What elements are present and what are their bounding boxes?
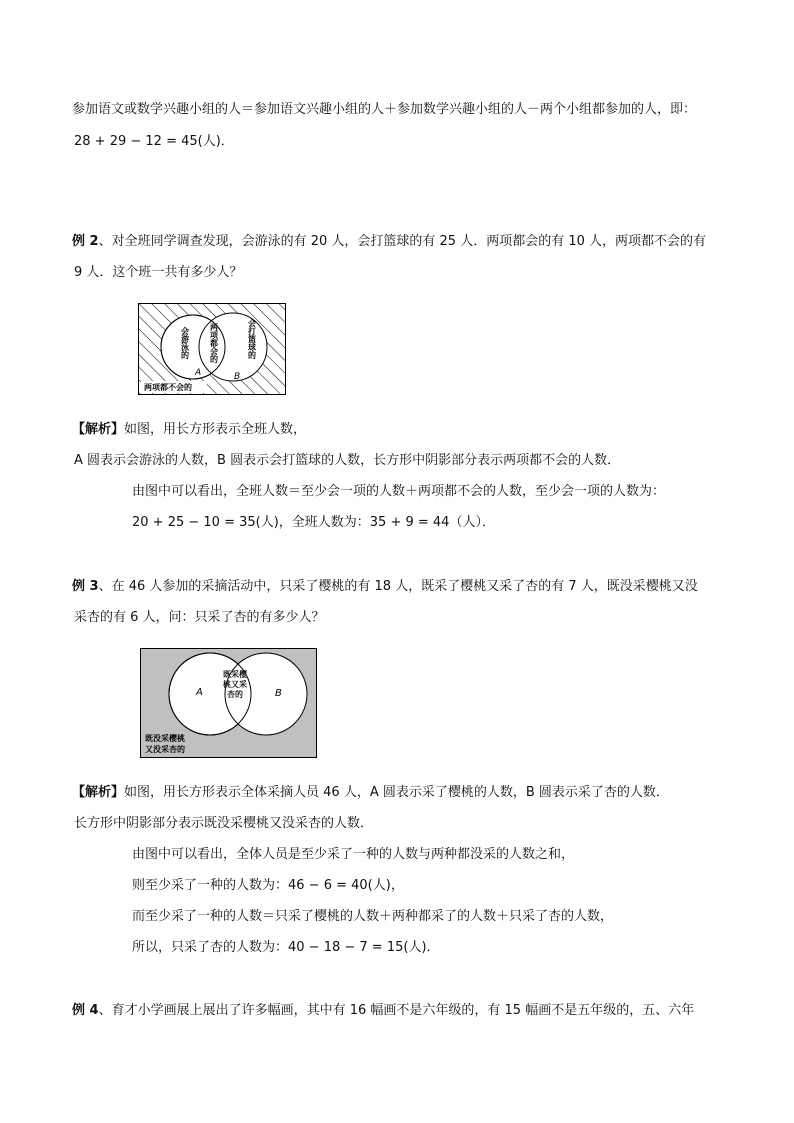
example-4-question-text: 、育才小学画展上展出了许多幅画，其中有 16 幅画不是六年级的，有 15 幅画不是五年级的，五、六年 [98, 1003, 695, 1018]
example-2-solution-tag: 【解析】 [72, 422, 125, 437]
example-2-venn-diagram [138, 303, 286, 395]
circle-b-letter: B [275, 688, 282, 699]
neither-label-line-2: 又没采杏的 [145, 745, 185, 754]
example-2-solution-text-1: 如图，用长方形表示全班人数， [124, 422, 307, 437]
example-2-solution-line-3: 由图中可以看出，全班人数＝至少会一项的人数＋两项都不会的人数，至少会一项的人数为： [132, 484, 666, 499]
example-3-solution-line-6: 所以，只采了杏的人数为：40 − 18 − 7 = 15(人)． [132, 940, 440, 955]
example-3-solution-line-2: 长方形中阴影部分表示既没采樱桃又没采杏的人数． [74, 816, 374, 831]
example-3-solution-line-3: 由图中可以看出，全体人员是至少采了一种的人数与两种都没采的人数之和， [132, 847, 575, 862]
neither-label: 两项都不会的 [144, 383, 192, 392]
intro-line-1: 参加语文或数学兴趣小组的人＝参加语文兴趣小组的人＋参加数学兴趣小组的人－两个小组都参加的人，即： [72, 102, 697, 117]
example-3-solution-line-5: 而至少采了一种的人数＝只采了樱桃的人数＋两种都采了的人数＋只采了杏的人数， [132, 909, 614, 924]
example-2-solution-line-2: A 圆表示会游泳的人数，B 圆表示会打篮球的人数，长方形中阴影部分表示两项都不会的人数． [74, 453, 621, 468]
example-3-label: 例 3 [72, 579, 99, 594]
example-3-solution-text-1: 如图，用长方形表示全体采摘人员 46 人，A 圆表示采了樱桃的人数，B 圆表示采了杏的人数． [124, 785, 669, 800]
example-3-question-line-1 [72, 578, 698, 596]
circle-b-text: 会打篮球的 [247, 319, 257, 359]
circle-a-letter: A [195, 368, 202, 378]
example-4-question-line-1 [72, 1002, 694, 1020]
example-2-solution-line-4: 20 + 25 − 10 = 35(人)，全班人数为：35 + 9 = 44（人）． [132, 515, 495, 530]
example-2-question-line-2: 9 人．这个班一共有多少人？ [74, 265, 243, 280]
example-2-label: 例 2 [72, 234, 99, 249]
intro-line-2: 28 + 29 − 12 = 45(人)． [74, 134, 234, 149]
example-3-solution-line-4: 则至少采了一种的人数为：46 − 6 = 40(人)， [132, 878, 404, 893]
example-3-solution-line-1 [72, 784, 669, 802]
example-4-label: 例 4 [72, 1003, 99, 1018]
example-3-question-line-2: 采杏的有 6 人，问：只采了杏的有多少人？ [74, 610, 325, 625]
circle-a-text: 会游泳的 [180, 327, 190, 359]
neither-label-line-1: 既没采樱桃 [145, 734, 185, 743]
example-3-question-text: 、在 46 人参加的采摘活动中，只采了樱桃的有 18 人，既采了樱桃又采了杏的有 7 人，既没采樱桃又没 [98, 579, 698, 594]
intersection-text: 两项都会的 [209, 323, 219, 363]
circle-a-letter: A [196, 687, 203, 698]
example-2-question-line-1 [72, 233, 706, 251]
example-3-solution-tag: 【解析】 [72, 785, 125, 800]
intersection-text: 既采樱桃又采杏的 [223, 670, 247, 699]
example-2-solution-line-1 [72, 421, 306, 439]
circle-b-letter: B [234, 372, 241, 382]
example-2-question-text: 、对全班同学调查发现，会游泳的有 20 人，会打篮球的有 25 人．两项都会的有 10 人，两项都不会的有 [98, 234, 706, 249]
example-3-venn-diagram [140, 648, 317, 758]
